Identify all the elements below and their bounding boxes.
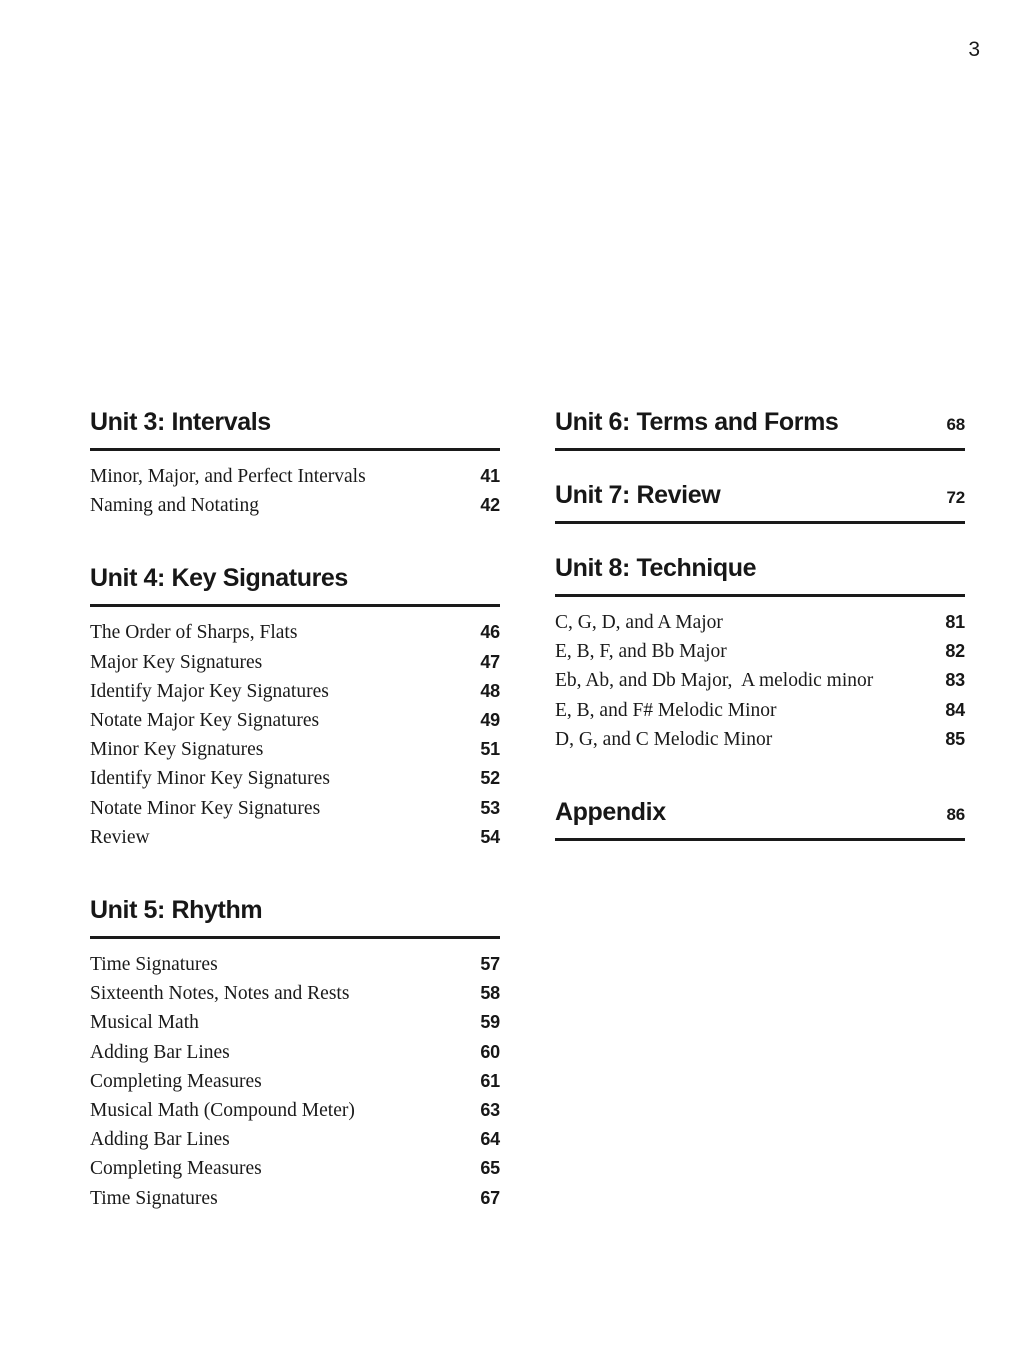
section-entry-list [90, 950, 500, 1213]
section-heading-row [90, 896, 500, 925]
section-entry-list [90, 462, 500, 520]
toc-entry[interactable] [90, 491, 500, 520]
entry-page-number: 61 [480, 1070, 500, 1091]
section-heading-row [555, 481, 965, 510]
entry-title: Major Key Signatures [90, 651, 263, 673]
toc-section-unit-5-rhythm [90, 896, 500, 1213]
toc-entry[interactable] [90, 618, 500, 647]
entry-page-number: 53 [480, 797, 500, 818]
toc-section-unit-4-key-signatures [90, 564, 500, 852]
entry-page-number: 58 [480, 983, 500, 1004]
toc-entry[interactable] [90, 735, 500, 764]
entry-page-number: 41 [480, 466, 500, 486]
entry-page-number: 65 [480, 1158, 500, 1179]
section-entry-list [555, 608, 965, 754]
section-title: Appendix [555, 798, 666, 827]
entry-title: The Order of Sharps, Flats [90, 622, 298, 644]
entry-title: Review [90, 826, 150, 848]
toc-entry[interactable] [90, 1184, 500, 1213]
section-title: Unit 6: Terms and Forms [555, 408, 839, 436]
entry-title: Musical Math (Compound Meter) [90, 1100, 355, 1122]
toc-entry[interactable] [90, 764, 500, 793]
toc-entry[interactable] [90, 794, 500, 823]
section-divider-rule [555, 521, 965, 524]
entry-title: Time Signatures [90, 1187, 218, 1209]
entry-page-number: 67 [480, 1187, 500, 1208]
entry-page-number: 52 [480, 768, 500, 789]
entry-page-number: 81 [945, 612, 965, 632]
entry-title: Naming and Notating [90, 495, 259, 517]
toc-section-unit-6-terms-and-forms [555, 408, 965, 451]
toc-column-right [555, 408, 965, 1213]
entry-page-number: 54 [480, 826, 500, 847]
toc-entry[interactable] [555, 725, 965, 754]
entry-title: E, B, F, and Bb Major [555, 641, 727, 663]
toc-section-unit-8-technique [555, 554, 965, 754]
section-divider-rule [555, 448, 965, 451]
entry-page-number: 49 [480, 710, 500, 731]
section-heading-row [90, 408, 500, 437]
toc-section-appendix [555, 798, 965, 841]
toc-entry[interactable] [555, 637, 965, 666]
section-title: Unit 5: Rhythm [90, 896, 263, 925]
entry-title: Minor, Major, and Perfect Intervals [90, 466, 366, 487]
section-heading-row [555, 554, 965, 583]
toc-entry[interactable] [555, 666, 965, 695]
toc-entry[interactable] [90, 1096, 500, 1125]
toc-section-unit-7-review [555, 481, 965, 524]
toc-entry[interactable] [90, 1154, 500, 1183]
entry-page-number: 51 [480, 739, 500, 760]
entry-page-number: 48 [480, 680, 500, 701]
section-heading-row [555, 408, 965, 437]
entry-page-number: 85 [945, 728, 965, 749]
section-divider-rule [90, 448, 500, 451]
entry-page-number: 64 [480, 1129, 500, 1150]
toc-entry[interactable] [90, 979, 500, 1008]
section-divider-rule [90, 936, 500, 939]
toc-entry[interactable] [90, 823, 500, 852]
entry-page-number: 47 [480, 651, 500, 672]
page-number: 3 [968, 38, 980, 61]
entry-page-number: 46 [480, 622, 500, 643]
entry-title: Minor Key Signatures [90, 739, 264, 761]
entry-title: Identify Minor Key Signatures [90, 768, 330, 790]
toc-entry[interactable] [555, 696, 965, 725]
toc-entry[interactable] [90, 950, 500, 979]
entry-page-number: 84 [945, 699, 965, 720]
entry-page-number: 63 [480, 1100, 500, 1121]
toc-entry[interactable] [90, 462, 500, 491]
entry-page-number: 57 [480, 954, 500, 975]
entry-title: D, G, and C Melodic Minor [555, 728, 773, 750]
toc-entry[interactable] [90, 648, 500, 677]
entry-title: Musical Math [90, 1012, 199, 1034]
section-heading-row [555, 798, 965, 827]
entry-title: Notate Major Key Signatures [90, 710, 320, 732]
section-page-number: 86 [946, 805, 965, 825]
section-title: Unit 7: Review [555, 481, 721, 509]
entry-title: Completing Measures [90, 1070, 262, 1092]
toc-entry[interactable] [555, 608, 965, 637]
toc-entry[interactable] [90, 1008, 500, 1037]
toc-entry[interactable] [90, 1038, 500, 1067]
section-divider-rule [555, 838, 965, 841]
section-page-number: 68 [946, 415, 965, 434]
toc-entry[interactable] [90, 1125, 500, 1154]
entry-title: Notate Minor Key Signatures [90, 797, 321, 819]
section-title: Unit 4: Key Signatures [90, 564, 348, 593]
section-entry-list [90, 618, 500, 852]
section-heading-row [90, 564, 500, 593]
entry-page-number: 42 [480, 495, 500, 516]
entry-title: C, G, D, and A Major [555, 612, 723, 633]
entry-title: Sixteenth Notes, Notes and Rests [90, 983, 350, 1005]
section-title: Unit 8: Technique [555, 554, 757, 582]
entry-title: E, B, and F# Melodic Minor [555, 699, 777, 721]
toc-column-left [90, 408, 500, 1213]
toc-columns [90, 408, 965, 1213]
entry-title: Adding Bar Lines [90, 1129, 230, 1151]
toc-entry[interactable] [90, 677, 500, 706]
entry-title: Time Signatures [90, 954, 218, 976]
entry-title: Identify Major Key Signatures [90, 680, 329, 702]
entry-title: Completing Measures [90, 1158, 262, 1180]
entry-page-number: 82 [945, 641, 965, 662]
entry-page-number: 60 [480, 1041, 500, 1062]
section-divider-rule [555, 594, 965, 597]
toc-entry[interactable] [90, 1067, 500, 1096]
entry-title: Eb, Ab, and Db Major, A melodic minor [555, 670, 874, 692]
entry-page-number: 83 [945, 670, 965, 691]
section-divider-rule [90, 604, 500, 607]
entry-page-number: 59 [480, 1012, 500, 1033]
toc-section-unit-3-intervals [90, 408, 500, 520]
toc-entry[interactable] [90, 706, 500, 735]
section-page-number: 72 [946, 488, 965, 507]
entry-title: Adding Bar Lines [90, 1041, 230, 1063]
section-title: Unit 3: Intervals [90, 408, 271, 436]
